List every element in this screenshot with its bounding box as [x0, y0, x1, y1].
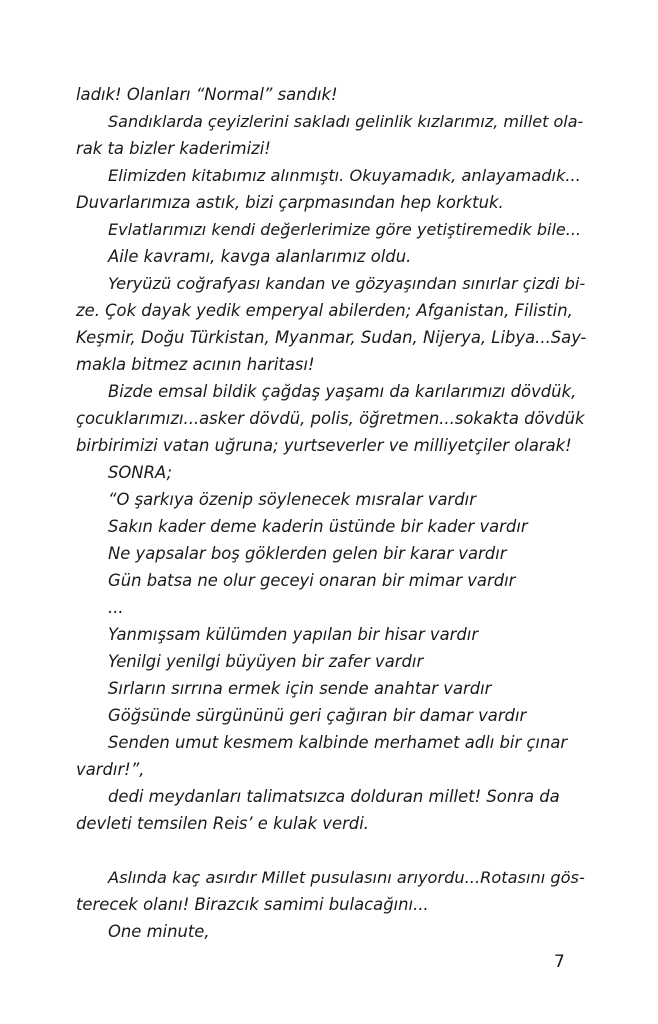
text-line: Duvarlarımıza astık, bizi çarpmasından hep korktuk. [76, 193, 504, 212]
text-line: Elimizden kitabımız alınmıştı. Okuyamadık, anlayamadık... [108, 166, 581, 185]
text-line: devleti temsilen Reis’ e kulak verdi. [76, 814, 369, 833]
text-line: One minute, [108, 922, 210, 941]
poem-line: vardır!”, [76, 760, 145, 779]
text-line: Keşmir, Doğu Türkistan, Myanmar, Sudan, Nijerya, Libya...Say- [76, 328, 587, 347]
poem-line: Yanmışsam külümden yapılan bir hisar vardır [108, 625, 479, 644]
page-number: 7 [554, 952, 565, 972]
text-line: SONRA; [108, 463, 172, 482]
text-line: Evlatlarımızı kendi değerlerimize göre yetiştiremedik bile... [108, 220, 582, 239]
poem-line: Ne yapsalar boş göklerden gelen bir karar vardır [108, 544, 507, 563]
text-line: ze. Çok dayak yedik emperyal abilerden; Afganistan, Filistin, [76, 301, 573, 320]
text-line: Bizde emsal bildik çağdaş yaşamı da karılarımızı dövdük, [108, 382, 577, 401]
poem-line: Sakın kader deme kaderin üstünde bir kader vardır [108, 517, 528, 536]
text-line: makla bitmez acının haritası! [76, 355, 315, 374]
text-line: Yeryüzü coğrafyası kandan ve gözyaşından sınırlar çizdi bi- [108, 274, 586, 293]
text-line: birbirimizi vatan uğruna; yurtseverler ve milliyetçiler olarak! [76, 436, 572, 455]
poem-line: Gün batsa ne olur geceyi onaran bir mimar vardır [108, 571, 516, 590]
text-line: rak ta bizler kaderimizi! [76, 139, 271, 158]
text-line: çocuklarımızı...asker dövdü, polis, öğretmen...sokakta dövdük [76, 409, 585, 428]
poem-line: ... [108, 598, 124, 617]
poem-line: Senden umut kesmem kalbinde merhamet adlı bir çınar [108, 733, 568, 752]
text-line: Sandıklarda çeyizlerini sakladı gelinlik kızlarımız, millet ola- [108, 112, 584, 131]
text-line: Aile kavramı, kavga alanlarımız oldu. [108, 247, 412, 266]
text-line: terecek olanı! Birazcık samimi bulacağını... [76, 895, 429, 914]
text-line: Aslında kaç asırdır Millet pusulasını arıyordu...Rotasını gös- [108, 868, 585, 887]
poem-line: Göğsünde sürgününü geri çağıran bir damar vardır [108, 706, 527, 725]
poem-line: Yenilgi yenilgi büyüyen bir zafer vardır [108, 652, 424, 671]
text-line: dedi meydanları talimatsızca dolduran millet! Sonra da [108, 787, 560, 806]
text-line: ladık! Olanları “Normal” sandık! [76, 85, 338, 104]
poem-line: “O şarkıya özenip söylenecek mısralar vardır [108, 490, 476, 509]
poem-line: Sırların sırrına ermek için sende anahtar vardır [108, 679, 492, 698]
